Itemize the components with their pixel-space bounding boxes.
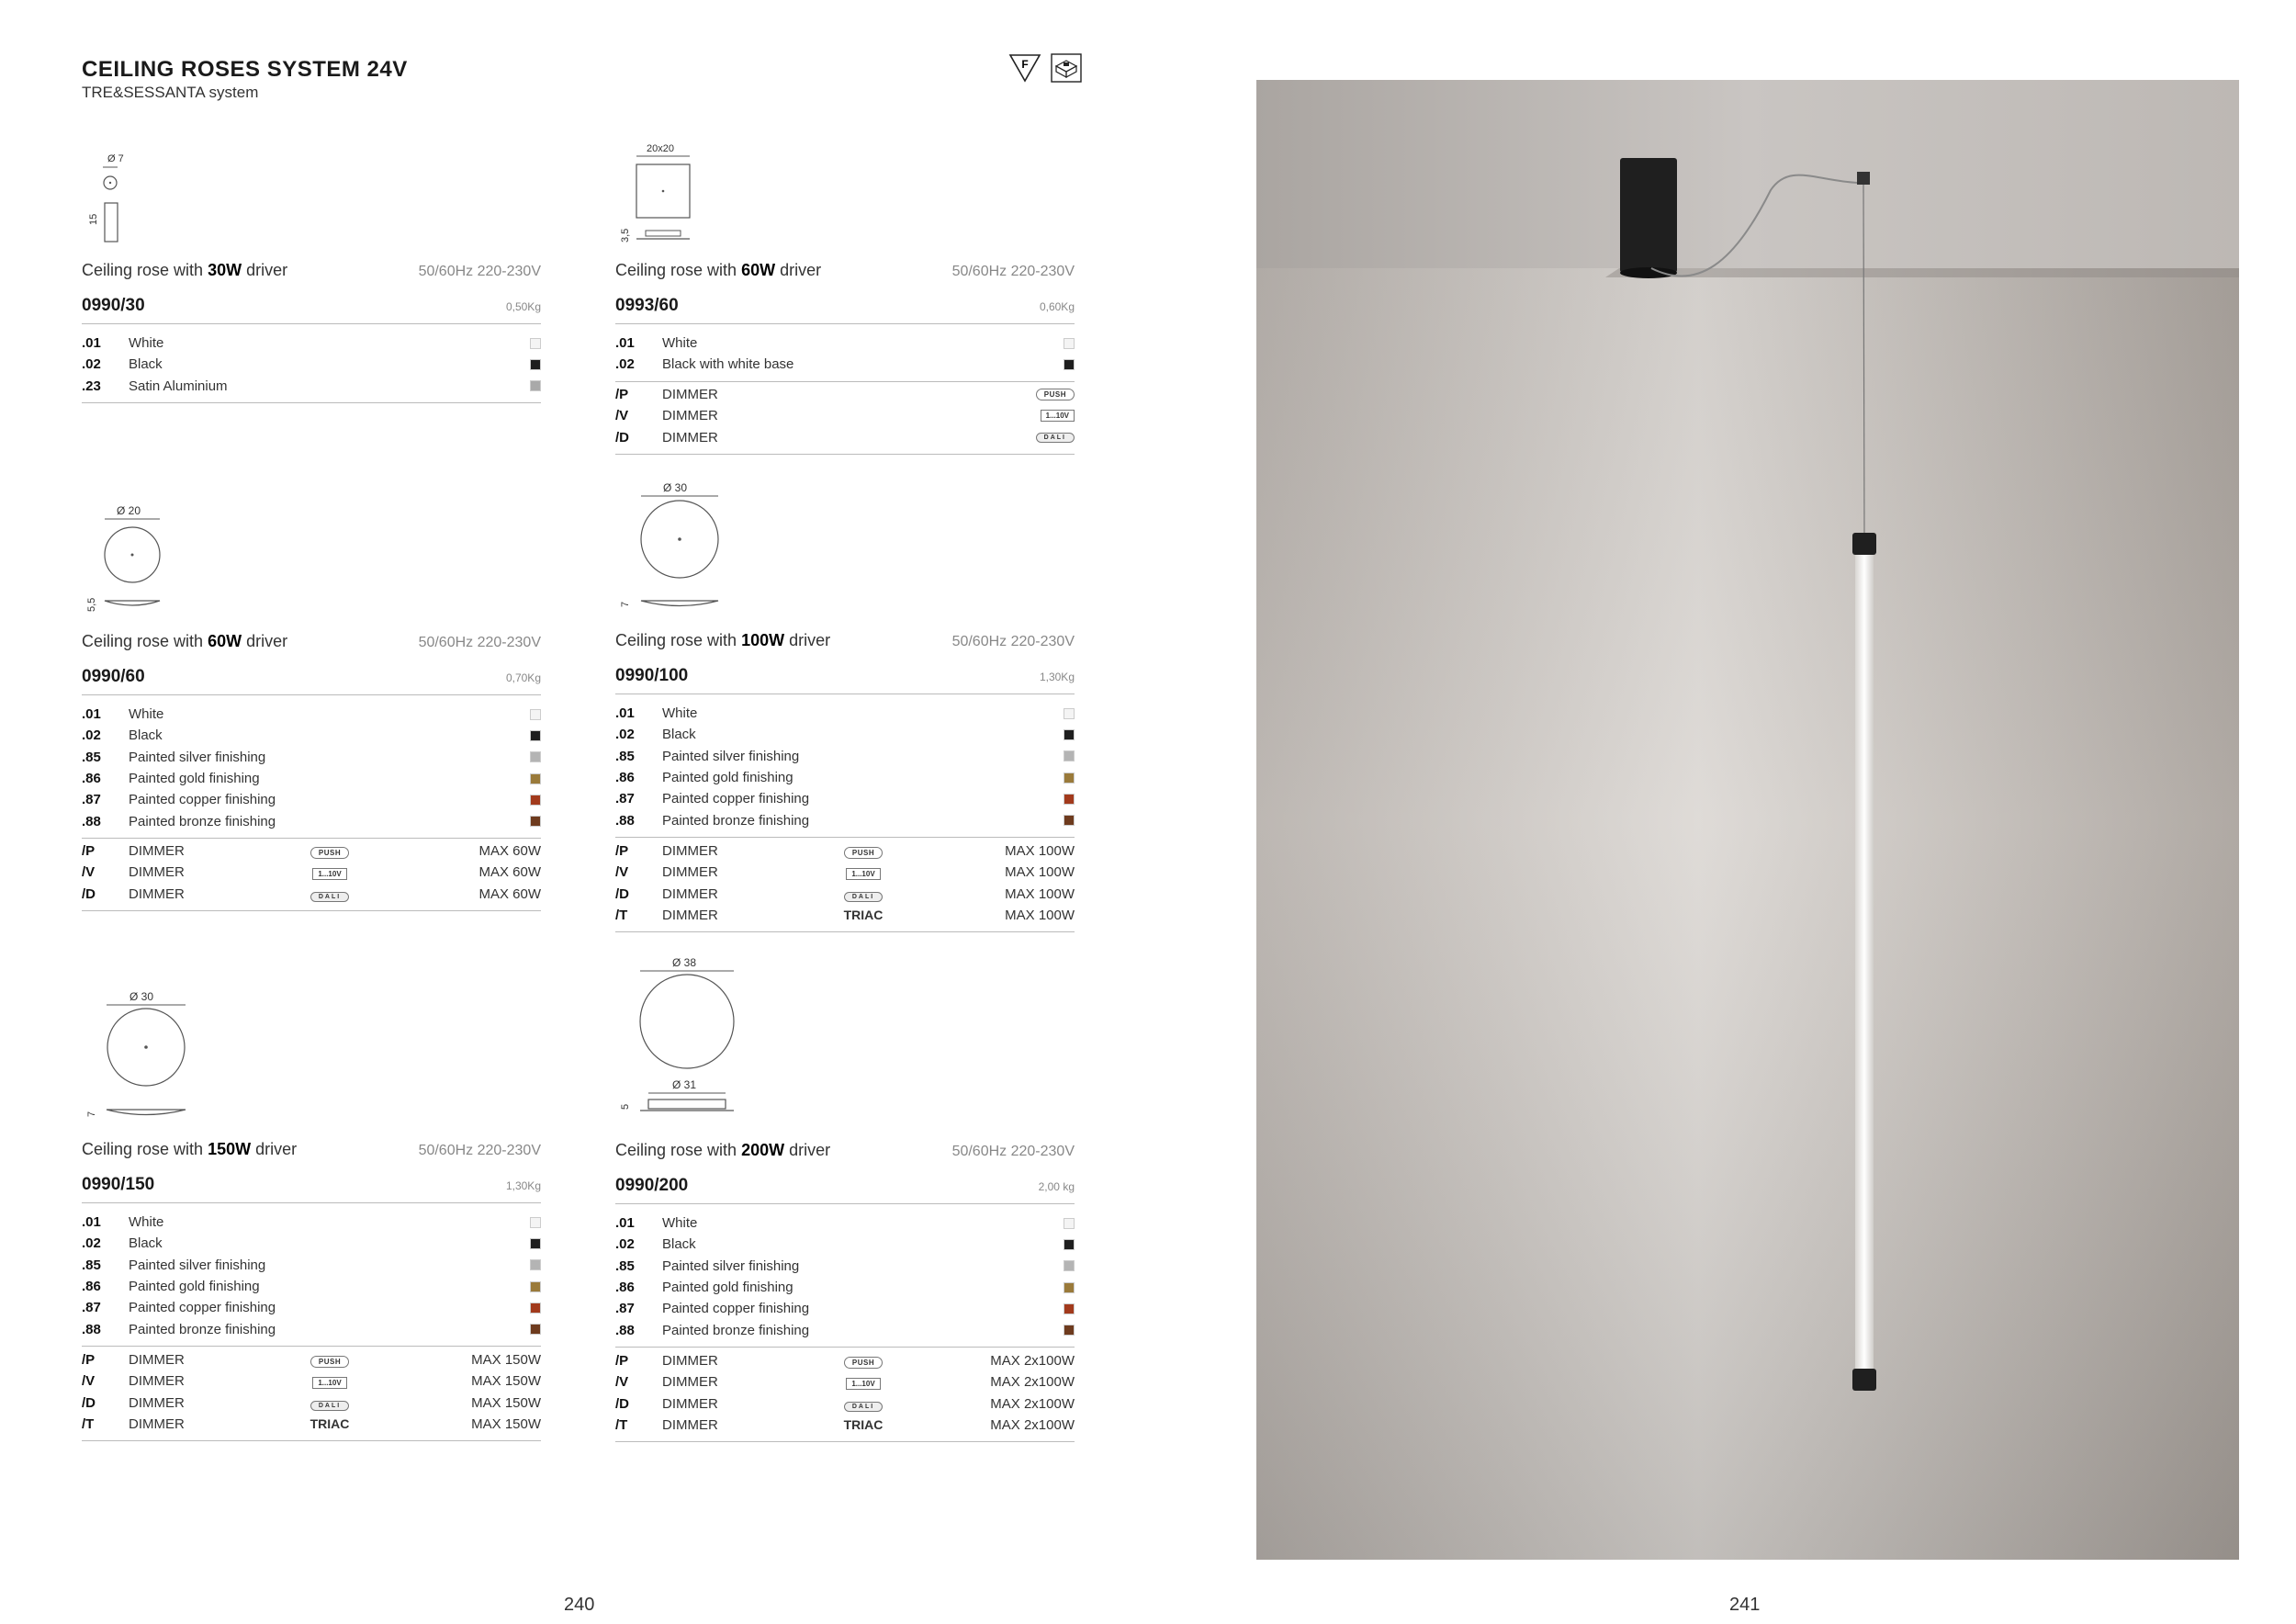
dimmer-protocol-badge: DALI <box>310 1401 349 1411</box>
dimmer-label: DIMMER <box>129 1394 185 1411</box>
dimmer-protocol-badge: PUSH <box>844 847 883 859</box>
dimmer-label: DIMMER <box>129 843 185 860</box>
dimmer-label: DIMMER <box>662 408 718 424</box>
dimmer-max-load: MAX 150W <box>471 1373 541 1390</box>
finish-label: Black <box>129 1235 163 1252</box>
finish-code: .88 <box>615 812 635 829</box>
dimmer-protocol-badge: TRIAC <box>843 1417 884 1433</box>
finish-row <box>615 746 1075 767</box>
dimmer-protocol-slot <box>310 843 350 859</box>
finish-code: .87 <box>82 1300 101 1316</box>
voltage: 50/60Hz 220-230V <box>951 1144 1075 1159</box>
product-description: Ceiling rose with 200W driver <box>615 1141 831 1159</box>
dimmer-row <box>82 840 541 862</box>
voltage: 50/60Hz 220-230V <box>951 634 1075 649</box>
finish-list <box>82 1208 541 1347</box>
dimmer-row <box>615 384 1075 405</box>
dimmer-max-load: MAX 60W <box>478 885 541 902</box>
dimension-label: Ø 20 <box>117 504 141 517</box>
f-class-triangle-icon <box>1008 53 1041 83</box>
page-number-right: 241 <box>1729 1595 1761 1615</box>
finish-row <box>82 376 541 397</box>
finish-row <box>615 809 1075 830</box>
product-weight: 0,60Kg <box>1039 300 1075 313</box>
dimmer-protocol-slot <box>843 908 884 923</box>
product-weight: 0,50Kg <box>505 300 541 313</box>
dimmer-protocol-badge: PUSH <box>310 1356 349 1368</box>
technical-drawing <box>82 147 137 248</box>
dimmer-code: /P <box>82 843 96 860</box>
finish-row <box>82 1255 541 1276</box>
dimmer-max-load: MAX 2x100W <box>990 1353 1075 1370</box>
f-class-label: F <box>1021 58 1029 71</box>
dimension-label: Ø 30 <box>663 481 688 494</box>
finish-row <box>82 725 541 746</box>
technical-drawing <box>82 503 174 614</box>
dimmer-row <box>82 1393 541 1414</box>
finish-row <box>82 1233 541 1254</box>
dimension-label: 20x20 <box>647 143 674 154</box>
dimmer-row <box>615 1350 1075 1371</box>
finish-row <box>82 768 541 789</box>
dimmer-code: /D <box>82 885 96 902</box>
finish-label: Black <box>662 727 696 743</box>
dimmer-max-load: MAX 150W <box>471 1394 541 1411</box>
dimmer-label: DIMMER <box>662 864 718 881</box>
finish-label: Painted copper finishing <box>662 791 810 807</box>
dimmer-protocol-slot <box>310 886 350 902</box>
finish-row <box>82 354 541 375</box>
finish-label: Black <box>662 1236 696 1253</box>
finish-row <box>82 1212 541 1233</box>
finish-label: White <box>129 335 164 352</box>
finish-label: Painted copper finishing <box>129 1300 276 1316</box>
color-swatch <box>1064 359 1075 370</box>
dimmer-list <box>615 837 1075 932</box>
dimmer-code: /V <box>615 1374 629 1391</box>
finish-code: .01 <box>82 1214 101 1231</box>
dimmer-protocol-badge: PUSH <box>310 847 349 859</box>
color-swatch <box>530 380 541 391</box>
color-swatch <box>1064 1303 1075 1314</box>
dimmer-protocol-badge: PUSH <box>1036 389 1075 400</box>
voltage: 50/60Hz 220-230V <box>418 1143 541 1158</box>
product-code: 0990/30 <box>82 296 145 315</box>
dimmer-code: /D <box>82 1394 96 1411</box>
finish-code: .01 <box>82 706 101 723</box>
dimmer-protocol-badge: DALI <box>844 1402 883 1412</box>
dimmer-protocol-slot <box>843 843 884 859</box>
finish-row <box>615 1212 1075 1234</box>
dimmer-row <box>615 1371 1075 1393</box>
dimmer-max-load: MAX 100W <box>1005 843 1075 860</box>
finish-row <box>615 1234 1075 1255</box>
finish-label: Painted bronze finishing <box>662 812 810 829</box>
color-swatch <box>1064 338 1075 349</box>
finish-code: .01 <box>82 335 101 352</box>
finish-row <box>82 747 541 768</box>
finish-label: Black <box>129 356 163 373</box>
color-swatch <box>530 730 541 741</box>
color-swatch <box>530 1259 541 1270</box>
finish-code: .02 <box>615 727 635 743</box>
dimmer-label: DIMMER <box>662 429 718 445</box>
finish-code: .01 <box>615 335 635 352</box>
product-description: Ceiling rose with 150W driver <box>82 1140 298 1158</box>
dimmer-label: DIMMER <box>662 1417 718 1434</box>
color-swatch <box>1064 750 1075 761</box>
finish-code: .01 <box>615 705 635 722</box>
voltage: 50/60Hz 220-230V <box>418 264 541 279</box>
color-swatch <box>530 1303 541 1314</box>
dimension-label: 5 <box>620 1103 631 1110</box>
finish-code: .85 <box>82 1257 101 1273</box>
product-code: 0990/60 <box>82 667 145 686</box>
finish-label: White <box>129 1214 164 1231</box>
dimmer-row <box>615 840 1075 862</box>
finish-code: .23 <box>82 378 101 394</box>
finish-label: Painted silver finishing <box>129 749 266 765</box>
dimmer-code: /V <box>615 864 629 881</box>
page-title: CEILING ROSES SYSTEM 24V <box>82 57 408 82</box>
finish-row <box>82 1297 541 1318</box>
finish-code: .88 <box>615 1322 635 1338</box>
ceiling-mount-icon <box>1051 53 1082 83</box>
dimmer-label: DIMMER <box>129 864 185 881</box>
technical-drawing <box>615 955 753 1125</box>
finish-label: Painted gold finishing <box>662 770 793 786</box>
dimension-label: 3,5 <box>620 228 631 242</box>
finish-code: .02 <box>615 356 635 373</box>
finish-code: .87 <box>82 792 101 808</box>
dimmer-protocol-slot <box>843 864 884 880</box>
dimmer-label: DIMMER <box>662 1353 718 1370</box>
technical-drawing <box>615 142 707 248</box>
dimmer-protocol-slot <box>843 1417 884 1433</box>
dimmer-list <box>615 1347 1075 1442</box>
finish-label: Painted bronze finishing <box>129 1321 276 1337</box>
dimmer-code: /V <box>615 408 629 424</box>
finish-row <box>82 810 541 831</box>
finish-label: Black with white base <box>662 356 794 373</box>
finish-list <box>82 329 541 403</box>
voltage: 50/60Hz 220-230V <box>951 264 1075 279</box>
finish-label: Painted bronze finishing <box>662 1322 810 1338</box>
dimmer-protocol-badge: DALI <box>844 892 883 902</box>
dimension-label: Ø 30 <box>129 990 154 1003</box>
dimmer-max-load: MAX 100W <box>1005 864 1075 881</box>
dimmer-row <box>615 1415 1075 1436</box>
finish-label: Painted copper finishing <box>129 792 276 808</box>
product-photo <box>1256 80 2239 1560</box>
color-swatch <box>1064 1260 1075 1271</box>
dimmer-protocol-slot <box>843 1374 884 1390</box>
finish-row <box>615 1298 1075 1319</box>
finish-code: .88 <box>82 813 101 829</box>
finish-row <box>615 1256 1075 1277</box>
finish-row <box>615 1319 1075 1340</box>
dimmer-protocol-slot <box>310 1395 350 1411</box>
finish-code: .85 <box>615 1257 635 1274</box>
finish-row <box>615 333 1075 354</box>
pendant-lamp-photo <box>1256 80 2239 1560</box>
dimmer-protocol-badge: 1...10V <box>846 1378 880 1390</box>
dimmer-protocol-badge: 1...10V <box>312 868 346 880</box>
dimmer-code: /T <box>82 1416 95 1433</box>
dimmer-max-load: MAX 2x100W <box>990 1417 1075 1434</box>
product-description: Ceiling rose with 100W driver <box>615 631 831 649</box>
finish-code: .02 <box>82 727 101 744</box>
header-icons <box>1008 53 1082 83</box>
dimmer-row <box>82 884 541 905</box>
page-subtitle: TRE&SESSANTA system <box>82 84 259 101</box>
finish-code: .02 <box>82 1235 101 1252</box>
product-description: Ceiling rose with 60W driver <box>615 261 822 279</box>
finish-label: Black <box>129 727 163 744</box>
dimmer-list <box>615 380 1075 455</box>
finish-row <box>82 333 541 354</box>
dimmer-list <box>82 1346 541 1441</box>
dimmer-protocol-badge: 1...10V <box>312 1377 346 1389</box>
voltage: 50/60Hz 220-230V <box>418 635 541 650</box>
dimmer-row <box>615 405 1075 426</box>
dimmer-label: DIMMER <box>662 908 718 924</box>
color-swatch <box>530 1281 541 1292</box>
dimmer-protocol-slot <box>843 1396 884 1412</box>
color-swatch <box>530 359 541 370</box>
dimmer-protocol-badge: PUSH <box>844 1357 883 1369</box>
dimmer-label: DIMMER <box>129 885 185 902</box>
color-swatch <box>530 1217 541 1228</box>
dimmer-row <box>615 884 1075 905</box>
dimension-label: 7 <box>620 601 631 607</box>
product-weight: 0,70Kg <box>505 671 541 684</box>
finish-list <box>615 329 1075 382</box>
finish-row <box>615 354 1075 375</box>
dimmer-label: DIMMER <box>662 885 718 902</box>
color-swatch <box>530 795 541 806</box>
finish-label: Painted silver finishing <box>662 1257 800 1274</box>
dimmer-code: /D <box>615 429 629 445</box>
color-swatch <box>1064 1325 1075 1336</box>
product-description: Ceiling rose with 60W driver <box>82 632 288 650</box>
product-weight: 2,00 kg <box>1038 1180 1075 1193</box>
finish-code: .86 <box>615 1280 635 1296</box>
finish-label: Painted gold finishing <box>129 1279 260 1295</box>
finish-label: Satin Aluminium <box>129 378 228 394</box>
color-swatch <box>530 1238 541 1249</box>
dimmer-code: /D <box>615 885 629 902</box>
dimmer-label: DIMMER <box>129 1373 185 1390</box>
finish-label: Painted silver finishing <box>129 1257 266 1273</box>
finish-list <box>615 699 1075 838</box>
dimension-label: 5,5 <box>86 597 97 612</box>
dimmer-code: /T <box>615 1417 628 1434</box>
dimmer-protocol-badge: TRIAC <box>843 908 884 923</box>
finish-row <box>615 724 1075 745</box>
dimension-label: 15 <box>88 213 99 225</box>
dimmer-max-load: MAX 150W <box>471 1352 541 1369</box>
finish-label: Painted copper finishing <box>662 1301 810 1317</box>
product-code: 0990/200 <box>615 1176 689 1195</box>
color-swatch <box>530 773 541 784</box>
dimmer-protocol-badge: DALI <box>310 892 349 902</box>
dimmer-protocol-slot <box>310 1373 350 1389</box>
dimmer-code: /V <box>82 864 96 881</box>
dimmer-label: DIMMER <box>662 843 718 860</box>
product-weight: 1,30Kg <box>505 1179 541 1192</box>
color-swatch <box>1064 1239 1075 1250</box>
finish-code: .86 <box>615 770 635 786</box>
color-swatch <box>530 709 541 720</box>
color-swatch <box>1064 794 1075 805</box>
technical-drawing <box>82 989 201 1127</box>
finish-label: Painted silver finishing <box>662 748 800 764</box>
product-code: 0993/60 <box>615 296 679 315</box>
finish-code: .02 <box>615 1236 635 1253</box>
finish-label: White <box>129 706 164 723</box>
color-swatch <box>1064 815 1075 826</box>
dimmer-protocol-badge: TRIAC <box>310 1416 350 1432</box>
finish-label: Painted gold finishing <box>662 1280 793 1296</box>
dimmer-row <box>82 1349 541 1370</box>
dimmer-max-load: MAX 2x100W <box>990 1374 1075 1391</box>
finish-code: .86 <box>82 771 101 787</box>
dimmer-code: /P <box>615 387 629 403</box>
finish-code: .87 <box>615 791 635 807</box>
dimmer-protocol-badge: 1...10V <box>1041 410 1075 422</box>
finish-code: .02 <box>82 356 101 373</box>
color-swatch <box>530 1324 541 1335</box>
color-swatch <box>530 751 541 762</box>
dimmer-row <box>615 1393 1075 1415</box>
finish-row <box>615 703 1075 724</box>
color-swatch <box>1064 773 1075 784</box>
dimension-label: Ø 7 <box>107 153 124 164</box>
dimmer-protocol-slot <box>310 1352 350 1368</box>
color-swatch <box>1064 1218 1075 1229</box>
color-swatch <box>530 338 541 349</box>
dimmer-label: DIMMER <box>129 1416 185 1433</box>
finish-list <box>82 700 541 839</box>
dimmer-protocol-badge: 1...10V <box>846 868 880 880</box>
finish-label: Painted bronze finishing <box>129 813 276 829</box>
finish-code: .01 <box>615 1215 635 1232</box>
dimmer-row <box>615 427 1075 448</box>
color-swatch <box>530 816 541 827</box>
dimmer-label: DIMMER <box>662 1395 718 1412</box>
dimmer-row <box>615 862 1075 883</box>
dimmer-code: /P <box>615 1353 629 1370</box>
dimmer-row <box>82 862 541 883</box>
dimmer-max-load: MAX 100W <box>1005 908 1075 924</box>
finish-row <box>615 767 1075 788</box>
color-swatch <box>1064 1282 1075 1293</box>
dimmer-code: /V <box>82 1373 96 1390</box>
color-swatch <box>1064 708 1075 719</box>
finish-row <box>82 704 541 725</box>
product-description: Ceiling rose with 30W driver <box>82 261 288 279</box>
dimmer-row <box>615 905 1075 926</box>
finish-label: White <box>662 705 698 722</box>
dimmer-code: /T <box>615 908 628 924</box>
dimmer-list <box>82 837 541 911</box>
dimmer-code: /P <box>82 1352 96 1369</box>
finish-label: Painted gold finishing <box>129 771 260 787</box>
dimmer-protocol-slot <box>843 886 884 902</box>
finish-code: .86 <box>82 1279 101 1295</box>
dimmer-code: /P <box>615 843 629 860</box>
dimmer-label: DIMMER <box>129 1352 185 1369</box>
finish-code: .87 <box>615 1301 635 1317</box>
finish-code: .85 <box>615 748 635 764</box>
dimmer-row <box>82 1370 541 1392</box>
dimmer-protocol-slot <box>310 1416 350 1432</box>
finish-code: .85 <box>82 749 101 765</box>
dimension-label: Ø 38 <box>672 956 697 969</box>
dimmer-max-load: MAX 60W <box>478 864 541 881</box>
dimmer-max-load: MAX 150W <box>471 1416 541 1433</box>
finish-row <box>82 789 541 810</box>
dimmer-max-load: MAX 2x100W <box>990 1395 1075 1412</box>
product-weight: 1,30Kg <box>1039 671 1075 683</box>
dimmer-label: DIMMER <box>662 387 718 403</box>
finish-code: .88 <box>82 1321 101 1337</box>
dimmer-max-load: MAX 100W <box>1005 885 1075 902</box>
finish-label: White <box>662 1215 698 1232</box>
finish-row <box>615 788 1075 809</box>
finish-row <box>615 1277 1075 1298</box>
product-code: 0990/150 <box>82 1175 155 1194</box>
dimmer-label: DIMMER <box>662 1374 718 1391</box>
dimmer-protocol-slot <box>843 1353 884 1369</box>
technical-drawing <box>615 480 735 614</box>
product-code: 0990/100 <box>615 666 689 685</box>
dimmer-max-load: MAX 60W <box>478 843 541 860</box>
dimmer-protocol-slot <box>310 864 350 880</box>
finish-label: White <box>662 335 698 352</box>
dimmer-protocol-badge: DALI <box>1036 433 1075 443</box>
dimmer-row <box>82 1414 541 1435</box>
finish-list <box>615 1209 1075 1348</box>
dimension-label: Ø 31 <box>672 1078 697 1091</box>
dimension-label: 7 <box>86 1111 97 1117</box>
page-number-left: 240 <box>564 1595 595 1615</box>
finish-row <box>82 1276 541 1297</box>
dimmer-code: /D <box>615 1395 629 1412</box>
finish-row <box>82 1318 541 1339</box>
color-swatch <box>1064 729 1075 740</box>
